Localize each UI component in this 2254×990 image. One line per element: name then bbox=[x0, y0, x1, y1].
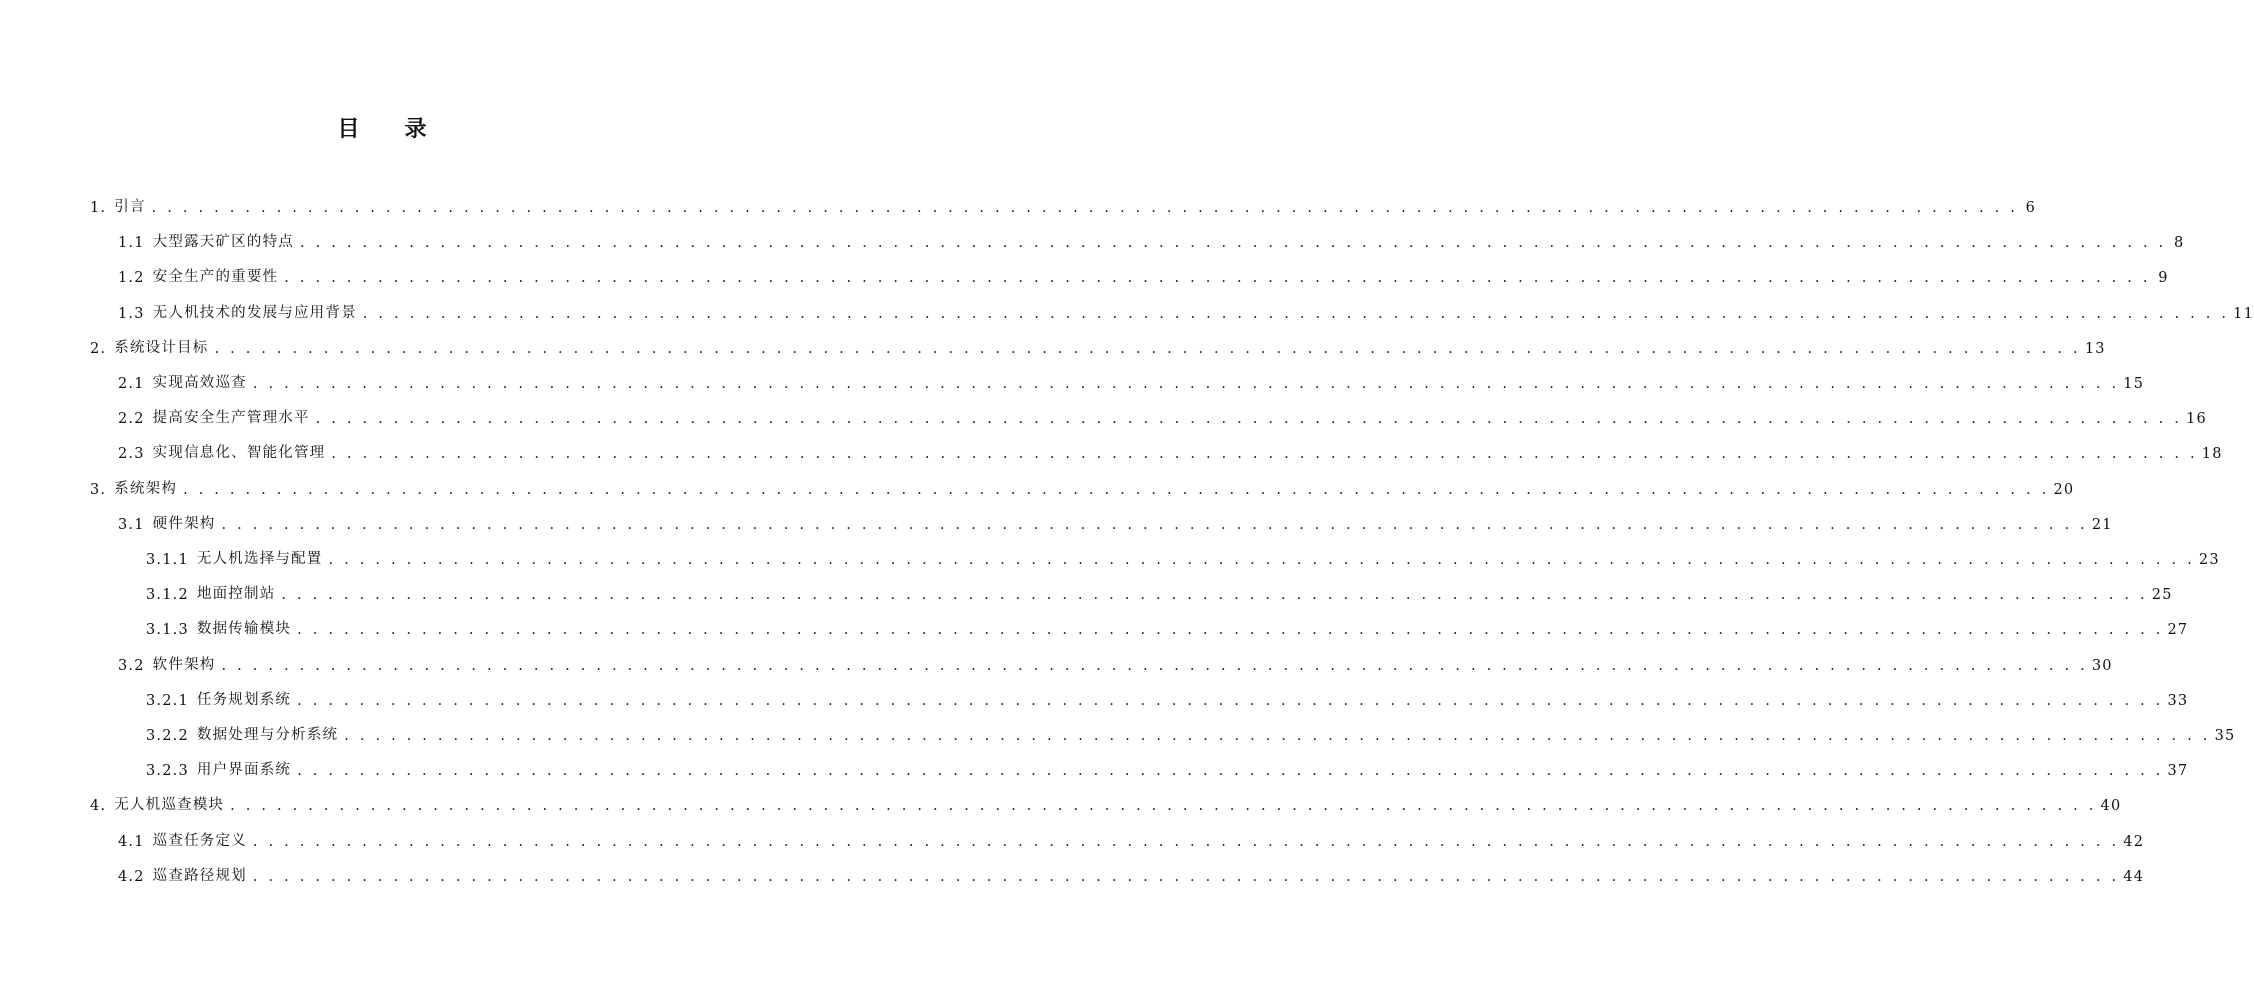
toc-leader-dots: . . . . . . . . . . . . . . . . . . . . . . . . . . . . . . . . . . . . . . . . . . . . . . . . . . . . . . . . . . . . . . . . . . . . . . . . . . . . . . . . . . . . . . . . . . . . . . . . . . . . . . . . . . . . . . . . . . . . . . . . bbox=[151, 200, 2019, 216]
toc-leader-dots: . . . . . . . . . . . . . . . . . . . . . . . . . . . . . . . . . . . . . . . . . . . . . . . . . . . . . . . . . . . . . . . . . . . . . . . . . . . . . . . . . . . . . . . . . . . . . . . . . . . . . . . . . . . . . . . . . . . . . . . . bbox=[315, 411, 2183, 428]
toc-entry[interactable] bbox=[90, 788, 2122, 815]
toc-entry-title: 实现高效巡查 bbox=[152, 375, 247, 391]
toc-leader-dots: . . . . . . . . . . . . . . . . . . . . . . . . . . . . . . . . . . . . . . . . . . . . . . . . . . . . . . . . . . . . . . . . . . . . . . . . . . . . . . . . . . . . . . . . . . . . . . . . . . . . . . . . . . . . . . . . . . . . . . . . bbox=[252, 376, 2120, 392]
toc-entry[interactable] bbox=[146, 577, 2173, 604]
toc-entry-title: 实现信息化、智能化管理 bbox=[152, 445, 326, 462]
toc-entry-title: 引言 bbox=[114, 199, 146, 215]
toc-entry[interactable] bbox=[118, 296, 2254, 322]
toc-entry-number: 1.1 bbox=[118, 235, 145, 252]
toc-entry-number: 2.2 bbox=[118, 411, 145, 428]
toc-entry-page-number: 13 bbox=[2084, 340, 2106, 357]
toc-leader-dots: . . . . . . . . . . . . . . . . . . . . . . . . . . . . . . . . . . . . . . . . . . . . . . . . . . . . . . . . . . . . . . . . . . . . . . . . . . . . . . . . . . . . . . . . . . . . . . . . . . . . . . . . . . . . . . . . . . . . . . . . bbox=[183, 481, 2050, 498]
toc-entry[interactable] bbox=[90, 472, 2075, 498]
toc-entry-title: 大型露天矿区的特点 bbox=[152, 234, 294, 251]
toc-leader-dots: . . . . . . . . . . . . . . . . . . . . . . . . . . . . . . . . . . . . . . . . . . . . . . . . . . . . . . . . . . . . . . . . . . . . . . . . . . . . . . . . . . . . . . . . . . . . . . . . . . . . . . . . . . . . . . . . . . . . . . . . bbox=[221, 657, 2088, 674]
toc-entry-page-number: 6 bbox=[2025, 200, 2037, 216]
toc-entry[interactable] bbox=[90, 331, 2106, 357]
toc-entry-number: 3. bbox=[90, 481, 107, 498]
toc-leader-dots: . . . . . . . . . . . . . . . . . . . . . . . . . . . . . . . . . . . . . . . . . . . . . . . . . . . . . . . . . . . . . . . . . . . . . . . . . . . . . . . . . . . . . . . . . . . . . . . . . . . . . . . . . . . . . . . . . . . . . . . . bbox=[252, 833, 2120, 850]
toc-leader-dots: . . . . . . . . . . . . . . . . . . . . . . . . . . . . . . . . . . . . . . . . . . . . . . . . . . . . . . . . . . . . . . . . . . . . . . . . . . . . . . . . . . . . . . . . . . . . . . . . . . . . . . . . . . . . . . . . . . . . . . . . bbox=[221, 516, 2088, 533]
toc-leader-dots: . . . . . . . . . . . . . . . . . . . . . . . . . . . . . . . . . . . . . . . . . . . . . . . . . . . . . . . . . . . . . . . . . . . . . . . . . . . . . . . . . . . . . . . . . . . . . . . . . . . . . . . . . . . . . . . . . . . . . . . . bbox=[362, 305, 2230, 322]
toc-entry-title: 硬件架构 bbox=[152, 515, 216, 532]
toc-entry-number: 4.1 bbox=[118, 833, 145, 850]
toc-entry-page-number: 21 bbox=[2091, 516, 2113, 533]
toc-entry-number: 3.1 bbox=[118, 516, 145, 533]
toc-entry-title: 提高安全生产管理水平 bbox=[152, 410, 310, 427]
toc-entry-number: 3.2.3 bbox=[146, 763, 189, 780]
toc-entry-number: 1.2 bbox=[118, 270, 145, 287]
toc-entry-page-number: 40 bbox=[2100, 798, 2122, 815]
toc-entry-page-number: 35 bbox=[2214, 728, 2236, 744]
toc-entry[interactable] bbox=[118, 260, 2169, 287]
toc-leader-dots: . . . . . . . . . . . . . . . . . . . . . . . . . . . . . . . . . . . . . . . . . . . . . . . . . . . . . . . . . . . . . . . . . . . . . . . . . . . . . . . . . . . . . . . . . . . . . . . . . . . . . . . . . . . . . . . . . . . . . . . . bbox=[299, 235, 2167, 252]
toc-entry-page-number: 23 bbox=[2198, 552, 2220, 568]
toc-entry-page-number: 15 bbox=[2123, 376, 2145, 392]
toc-entry[interactable] bbox=[118, 859, 2145, 885]
toc-entry-page-number: 33 bbox=[2167, 692, 2189, 709]
toc-entry-number: 3.2 bbox=[118, 657, 145, 674]
toc-leader-dots: . . . . . . . . . . . . . . . . . . . . . . . . . . . . . . . . . . . . . . . . . . . . . . . . . . . . . . . . . . . . . . . . . . . . . . . . . . . . . . . . . . . . . . . . . . . . . . . . . . . . . . . . . . . . . . . . . . . . . . . . bbox=[252, 868, 2120, 885]
toc-entry-page-number: 27 bbox=[2167, 622, 2189, 639]
toc-entry[interactable] bbox=[118, 436, 2223, 463]
toc-entry[interactable] bbox=[118, 401, 2207, 428]
toc-entry-page-number: 16 bbox=[2186, 411, 2207, 428]
toc-entry-title: 无人机选择与配置 bbox=[196, 551, 323, 567]
toc-entry[interactable] bbox=[118, 824, 2145, 850]
toc-entry-number: 2.3 bbox=[118, 446, 145, 463]
toc-entry-title: 软件架构 bbox=[152, 656, 216, 673]
toc-entry-number: 2. bbox=[90, 340, 107, 357]
toc-entry-title: 数据传输模块 bbox=[196, 621, 292, 638]
toc-entry[interactable] bbox=[146, 718, 2236, 744]
toc-leader-dots: . . . . . . . . . . . . . . . . . . . . . . . . . . . . . . . . . . . . . . . . . . . . . . . . . . . . . . . . . . . . . . . . . . . . . . . . . . . . . . . . . . . . . . . . . . . . . . . . . . . . . . . . . . . . . . . . . . . . . . . . bbox=[331, 446, 2198, 463]
toc-entry-number: 3.2.2 bbox=[146, 728, 189, 744]
toc-title-char-1: 目 bbox=[337, 117, 361, 142]
toc-leader-dots: . . . . . . . . . . . . . . . . . . . . . . . . . . . . . . . . . . . . . . . . . . . . . . . . . . . . . . . . . . . . . . . . . . . . . . . . . . . . . . . . . . . . . . . . . . . . . . . . . . . . . . . . . . . . . . . . . . . . . . . . bbox=[214, 340, 2081, 357]
toc-leader-dots: . . . . . . . . . . . . . . . . . . . . . . . . . . . . . . . . . . . . . . . . . . . . . . . . . . . . . . . . . . . . . . . . . . . . . . . . . . . . . . . . . . . . . . . . . . . . . . . . . . . . . . . . . . . . . . . . . . . . . . . . bbox=[328, 552, 2195, 568]
toc-entry-number: 1.3 bbox=[118, 305, 145, 322]
toc-title bbox=[0, 112, 765, 143]
toc-entry[interactable] bbox=[146, 612, 2189, 639]
toc-title-char-2: 录 bbox=[404, 117, 428, 142]
toc-entry[interactable] bbox=[118, 366, 2145, 392]
toc-leader-dots: . . . . . . . . . . . . . . . . . . . . . . . . . . . . . . . . . . . . . . . . . . . . . . . . . . . . . . . . . . . . . . . . . . . . . . . . . . . . . . . . . . . . . . . . . . . . . . . . . . . . . . . . . . . . . . . . . . . . . . . . bbox=[284, 270, 2151, 287]
toc-entry-title: 系统架构 bbox=[114, 480, 178, 497]
toc-entry-number: 4. bbox=[90, 798, 107, 815]
toc-entry-number: 2.1 bbox=[118, 376, 145, 392]
toc-leader-dots: . . . . . . . . . . . . . . . . . . . . . . . . . . . . . . . . . . . . . . . . . . . . . . . . . . . . . . . . . . . . . . . . . . . . . . . . . . . . . . . . . . . . . . . . . . . . . . . . . . . . . . . . . . . . . . . . . . . . . . . . bbox=[281, 587, 2148, 604]
toc-leader-dots: . . . . . . . . . . . . . . . . . . . . . . . . . . . . . . . . . . . . . . . . . . . . . . . . . . . . . . . . . . . . . . . . . . . . . . . . . . . . . . . . . . . . . . . . . . . . . . . . . . . . . . . . . . . . . . . . . . . . . . . . bbox=[297, 763, 2164, 780]
toc-leader-dots: . . . . . . . . . . . . . . . . . . . . . . . . . . . . . . . . . . . . . . . . . . . . . . . . . . . . . . . . . . . . . . . . . . . . . . . . . . . . . . . . . . . . . . . . . . . . . . . . . . . . . . . . . . . . . . . . . . . . . . . . bbox=[297, 692, 2164, 709]
toc-entry[interactable] bbox=[118, 225, 2185, 252]
toc-entry[interactable] bbox=[146, 542, 2220, 568]
toc-entry-page-number: 30 bbox=[2091, 657, 2113, 674]
toc-entry-number: 3.1.2 bbox=[146, 587, 189, 604]
toc-entry[interactable] bbox=[146, 753, 2189, 780]
toc-entry-title: 安全生产的重要性 bbox=[152, 269, 279, 286]
toc-entry-number: 3.1.3 bbox=[146, 622, 189, 639]
toc-entry[interactable] bbox=[146, 683, 2189, 709]
toc-entry-page-number: 20 bbox=[2053, 481, 2075, 498]
toc-entry-title: 无人机巡查模块 bbox=[114, 797, 225, 814]
toc-entry-title: 用户界面系统 bbox=[196, 762, 292, 779]
toc-entry-page-number: 42 bbox=[2123, 833, 2145, 850]
toc-entry[interactable] bbox=[90, 190, 2037, 216]
toc-entry[interactable] bbox=[118, 507, 2113, 533]
toc-entry-page-number: 25 bbox=[2151, 587, 2173, 604]
toc-entry[interactable] bbox=[118, 648, 2113, 674]
toc-entry-title: 地面控制站 bbox=[196, 586, 276, 603]
toc-leader-dots: . . . . . . . . . . . . . . . . . . . . . . . . . . . . . . . . . . . . . . . . . . . . . . . . . . . . . . . . . . . . . . . . . . . . . . . . . . . . . . . . . . . . . . . . . . . . . . . . . . . . . . . . . . . . . . . . . . . . . . . . bbox=[297, 622, 2164, 639]
toc-entry-page-number: 44 bbox=[2123, 868, 2145, 885]
toc-entry-page-number: 9 bbox=[2158, 270, 2169, 287]
toc-entry-page-number: 11 bbox=[2233, 305, 2254, 322]
toc-entry-title: 巡查路径规划 bbox=[152, 867, 247, 884]
toc-entry-number: 1. bbox=[90, 200, 107, 216]
toc-entry-title: 巡查任务定义 bbox=[152, 832, 247, 849]
toc-entry-page-number: 8 bbox=[2173, 235, 2185, 252]
toc-entry-title: 系统设计目标 bbox=[114, 339, 209, 356]
toc-entry-number: 4.2 bbox=[118, 868, 145, 885]
toc-leader-dots: . . . . . . . . . . . . . . . . . . . . . . . . . . . . . . . . . . . . . . . . . . . . . . . . . . . . . . . . . . . . . . . . . . . . . . . . . . . . . . . . . . . . . . . . . . . . . . . . . . . . . . . . . . . . . . . . . . . . . . . . bbox=[344, 728, 2211, 744]
toc-leader-dots: . . . . . . . . . . . . . . . . . . . . . . . . . . . . . . . . . . . . . . . . . . . . . . . . . . . . . . . . . . . . . . . . . . . . . . . . . . . . . . . . . . . . . . . . . . . . . . . . . . . . . . . . . . . . . . . . . . . . . . . . bbox=[230, 798, 2097, 815]
toc-entry-title: 任务规划系统 bbox=[196, 691, 292, 708]
toc-entry-title: 数据处理与分析系统 bbox=[196, 727, 339, 743]
toc-entry-page-number: 37 bbox=[2167, 763, 2189, 780]
toc-entry-number: 3.2.1 bbox=[146, 692, 189, 709]
toc-entry-number: 3.1.1 bbox=[146, 552, 189, 568]
toc-entry-title: 无人机技术的发展与应用背景 bbox=[152, 304, 357, 321]
toc-entry-page-number: 18 bbox=[2201, 446, 2223, 463]
